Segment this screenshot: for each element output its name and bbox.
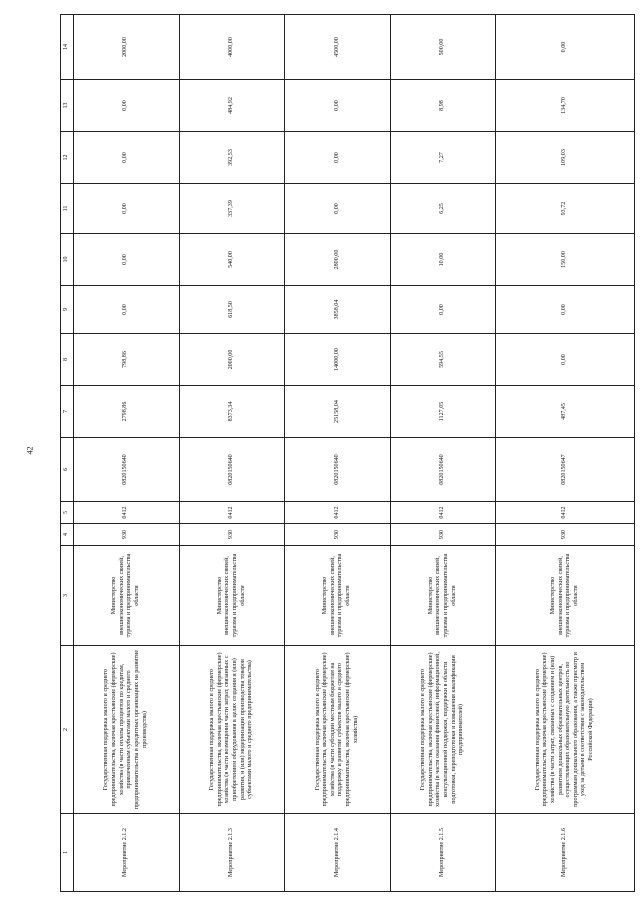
value-cell: 484,92 [179, 80, 285, 132]
column-header: 14 [61, 15, 74, 80]
value-cell: 798,86 [74, 334, 180, 386]
column-header: 11 [61, 184, 74, 234]
column-header: 2 [61, 646, 74, 814]
column-header: 1 [61, 814, 74, 892]
column-header: 12 [61, 132, 74, 184]
value-cell: 0,00 [74, 80, 180, 132]
budget-measures-table [60, 14, 635, 892]
csr-code: 0820150640 [390, 438, 496, 502]
value-cell: 10,00 [390, 234, 496, 286]
measure-description: Государственная поддержка малого и среднего предпринимательства, включая крестьянские (фермерские) хозяйства (в части затрат, связанных с созданием и (или) развитием дошкольных образовательных центров, осуществляющих образовательную деятельность по программам дошкольного образования, а также присмотр и уход за детьми в соответствии с законодательством Российской Федерации) [496, 646, 635, 814]
header-row [61, 15, 74, 892]
column-header: 8 [61, 334, 74, 386]
value-cell: 0,00 [285, 132, 391, 184]
rzpr-code: 0412 [496, 502, 635, 524]
measure-name: Мероприятие 2.1.2 [74, 814, 180, 892]
value-cell: 134,70 [496, 80, 635, 132]
table-row [285, 15, 391, 892]
value-cell: 0,00 [390, 286, 496, 334]
grbs-code: 930 [179, 524, 285, 546]
rotated-table-frame [60, 15, 635, 892]
executor: Министерство внешнеэкономических связей, туризма и предпринимательства области [285, 546, 391, 646]
value-cell: 3858,04 [285, 286, 391, 334]
rzpr-code: 0412 [285, 502, 391, 524]
value-cell: 618,50 [179, 286, 285, 334]
landscape-sheet [60, 15, 635, 892]
value-cell: 0,00 [74, 132, 180, 184]
table-row [390, 15, 496, 892]
value-cell: 25158,04 [285, 386, 391, 438]
value-cell: 0,00 [496, 286, 635, 334]
grbs-code: 930 [74, 524, 180, 546]
measure-name: Мероприятие 2.1.5 [390, 814, 496, 892]
measure-name: Мероприятие 2.1.6 [496, 814, 635, 892]
value-cell: 8,98 [390, 80, 496, 132]
column-header: 7 [61, 386, 74, 438]
value-cell: 150,00 [496, 234, 635, 286]
value-cell: 2798,86 [74, 386, 180, 438]
executor: Министерство внешнеэкономических связей, туризма и предпринимательства области [390, 546, 496, 646]
table-row [74, 15, 180, 892]
value-cell: 0,00 [496, 15, 635, 80]
value-cell: 0,00 [285, 184, 391, 234]
rzpr-code: 0412 [74, 502, 180, 524]
value-cell: 500,00 [390, 15, 496, 80]
measure-description: Государственная поддержка малого и среднего предпринимательства, включая крестьянские (фермерские) хозяйства (в части оплаты процентов по кредитам, привлеченным субъектами малого и среднего предпринимательства в кредитных организациях на развитие производства) [74, 646, 180, 814]
table-row [496, 15, 635, 892]
column-header: 9 [61, 286, 74, 334]
csr-code: 0820150647 [496, 438, 635, 502]
value-cell: 1127,05 [390, 386, 496, 438]
value-cell: 0,00 [285, 80, 391, 132]
value-cell: 0,00 [496, 334, 635, 386]
column-header: 6 [61, 438, 74, 502]
value-cell: 6,25 [390, 184, 496, 234]
rzpr-code: 0412 [390, 502, 496, 524]
measure-name: Мероприятие 2.1.3 [179, 814, 285, 892]
measure-description: Государственная поддержка малого и среднего предпринимательства, включая крестьянские (фермерские) хозяйства (в части субсидии местным бюджетам на поддержку и развитие субъектов малого и среднего предпринимательства, включая крестьянские (фермерские) хозяйства) [285, 646, 391, 814]
value-cell: 392,53 [179, 132, 285, 184]
value-cell: 337,39 [179, 184, 285, 234]
column-header: 4 [61, 524, 74, 546]
column-header: 10 [61, 234, 74, 286]
value-cell: 2000,00 [179, 334, 285, 386]
value-cell: 594,55 [390, 334, 496, 386]
grbs-code: 930 [496, 524, 635, 546]
value-cell: 4000,00 [179, 15, 285, 80]
csr-code: 0820150640 [74, 438, 180, 502]
value-cell: 2000,00 [74, 15, 180, 80]
rzpr-code: 0412 [179, 502, 285, 524]
value-cell: 4500,00 [285, 15, 391, 80]
value-cell: 2800,00 [285, 234, 391, 286]
grbs-code: 930 [285, 524, 391, 546]
table-row [179, 15, 285, 892]
column-header: 3 [61, 546, 74, 646]
page-number: 42 [25, 446, 35, 455]
executor: Министерство внешнеэкономических связей, туризма и предпринимательства области [179, 546, 285, 646]
value-cell: 7,27 [390, 132, 496, 184]
measure-description: Государственная поддержка малого и среднего предпринимательства, включая крестьянские (фермерские) хозяйства (в части оказания финансовой, информационной, консультационной поддержки, поддержки в области подготовки, переподготовки и повышения квалификации предпринимателей) [390, 646, 496, 814]
value-cell: 487,45 [496, 386, 635, 438]
value-cell: 93,72 [496, 184, 635, 234]
csr-code: 0820150640 [179, 438, 285, 502]
value-cell: 540,00 [179, 234, 285, 286]
column-header: 13 [61, 80, 74, 132]
value-cell: 14000,00 [285, 334, 391, 386]
executor: Министерство внешнеэкономических связей, туризма и предпринимательства области [74, 546, 180, 646]
value-cell: 8373,34 [179, 386, 285, 438]
csr-code: 0820150640 [285, 438, 391, 502]
value-cell: 0,00 [74, 184, 180, 234]
grbs-code: 930 [390, 524, 496, 546]
value-cell: 0,00 [74, 286, 180, 334]
measure-description: Государственная поддержка малого и среднего предпринимательства, включая крестьянские (фермерские) хозяйства (в части возмещения части затрат, связанных с приобретением оборудования в целях создания и (или) развития, и (или) модернизации производства товаров субъектами малого и среднего предпринимательства) [179, 646, 285, 814]
column-header: 5 [61, 502, 74, 524]
value-cell: 109,03 [496, 132, 635, 184]
measure-name: Мероприятие 2.1.4 [285, 814, 391, 892]
executor: Министерство внешнеэкономических связей, туризма и предпринимательства области [496, 546, 635, 646]
value-cell: 0,00 [74, 234, 180, 286]
